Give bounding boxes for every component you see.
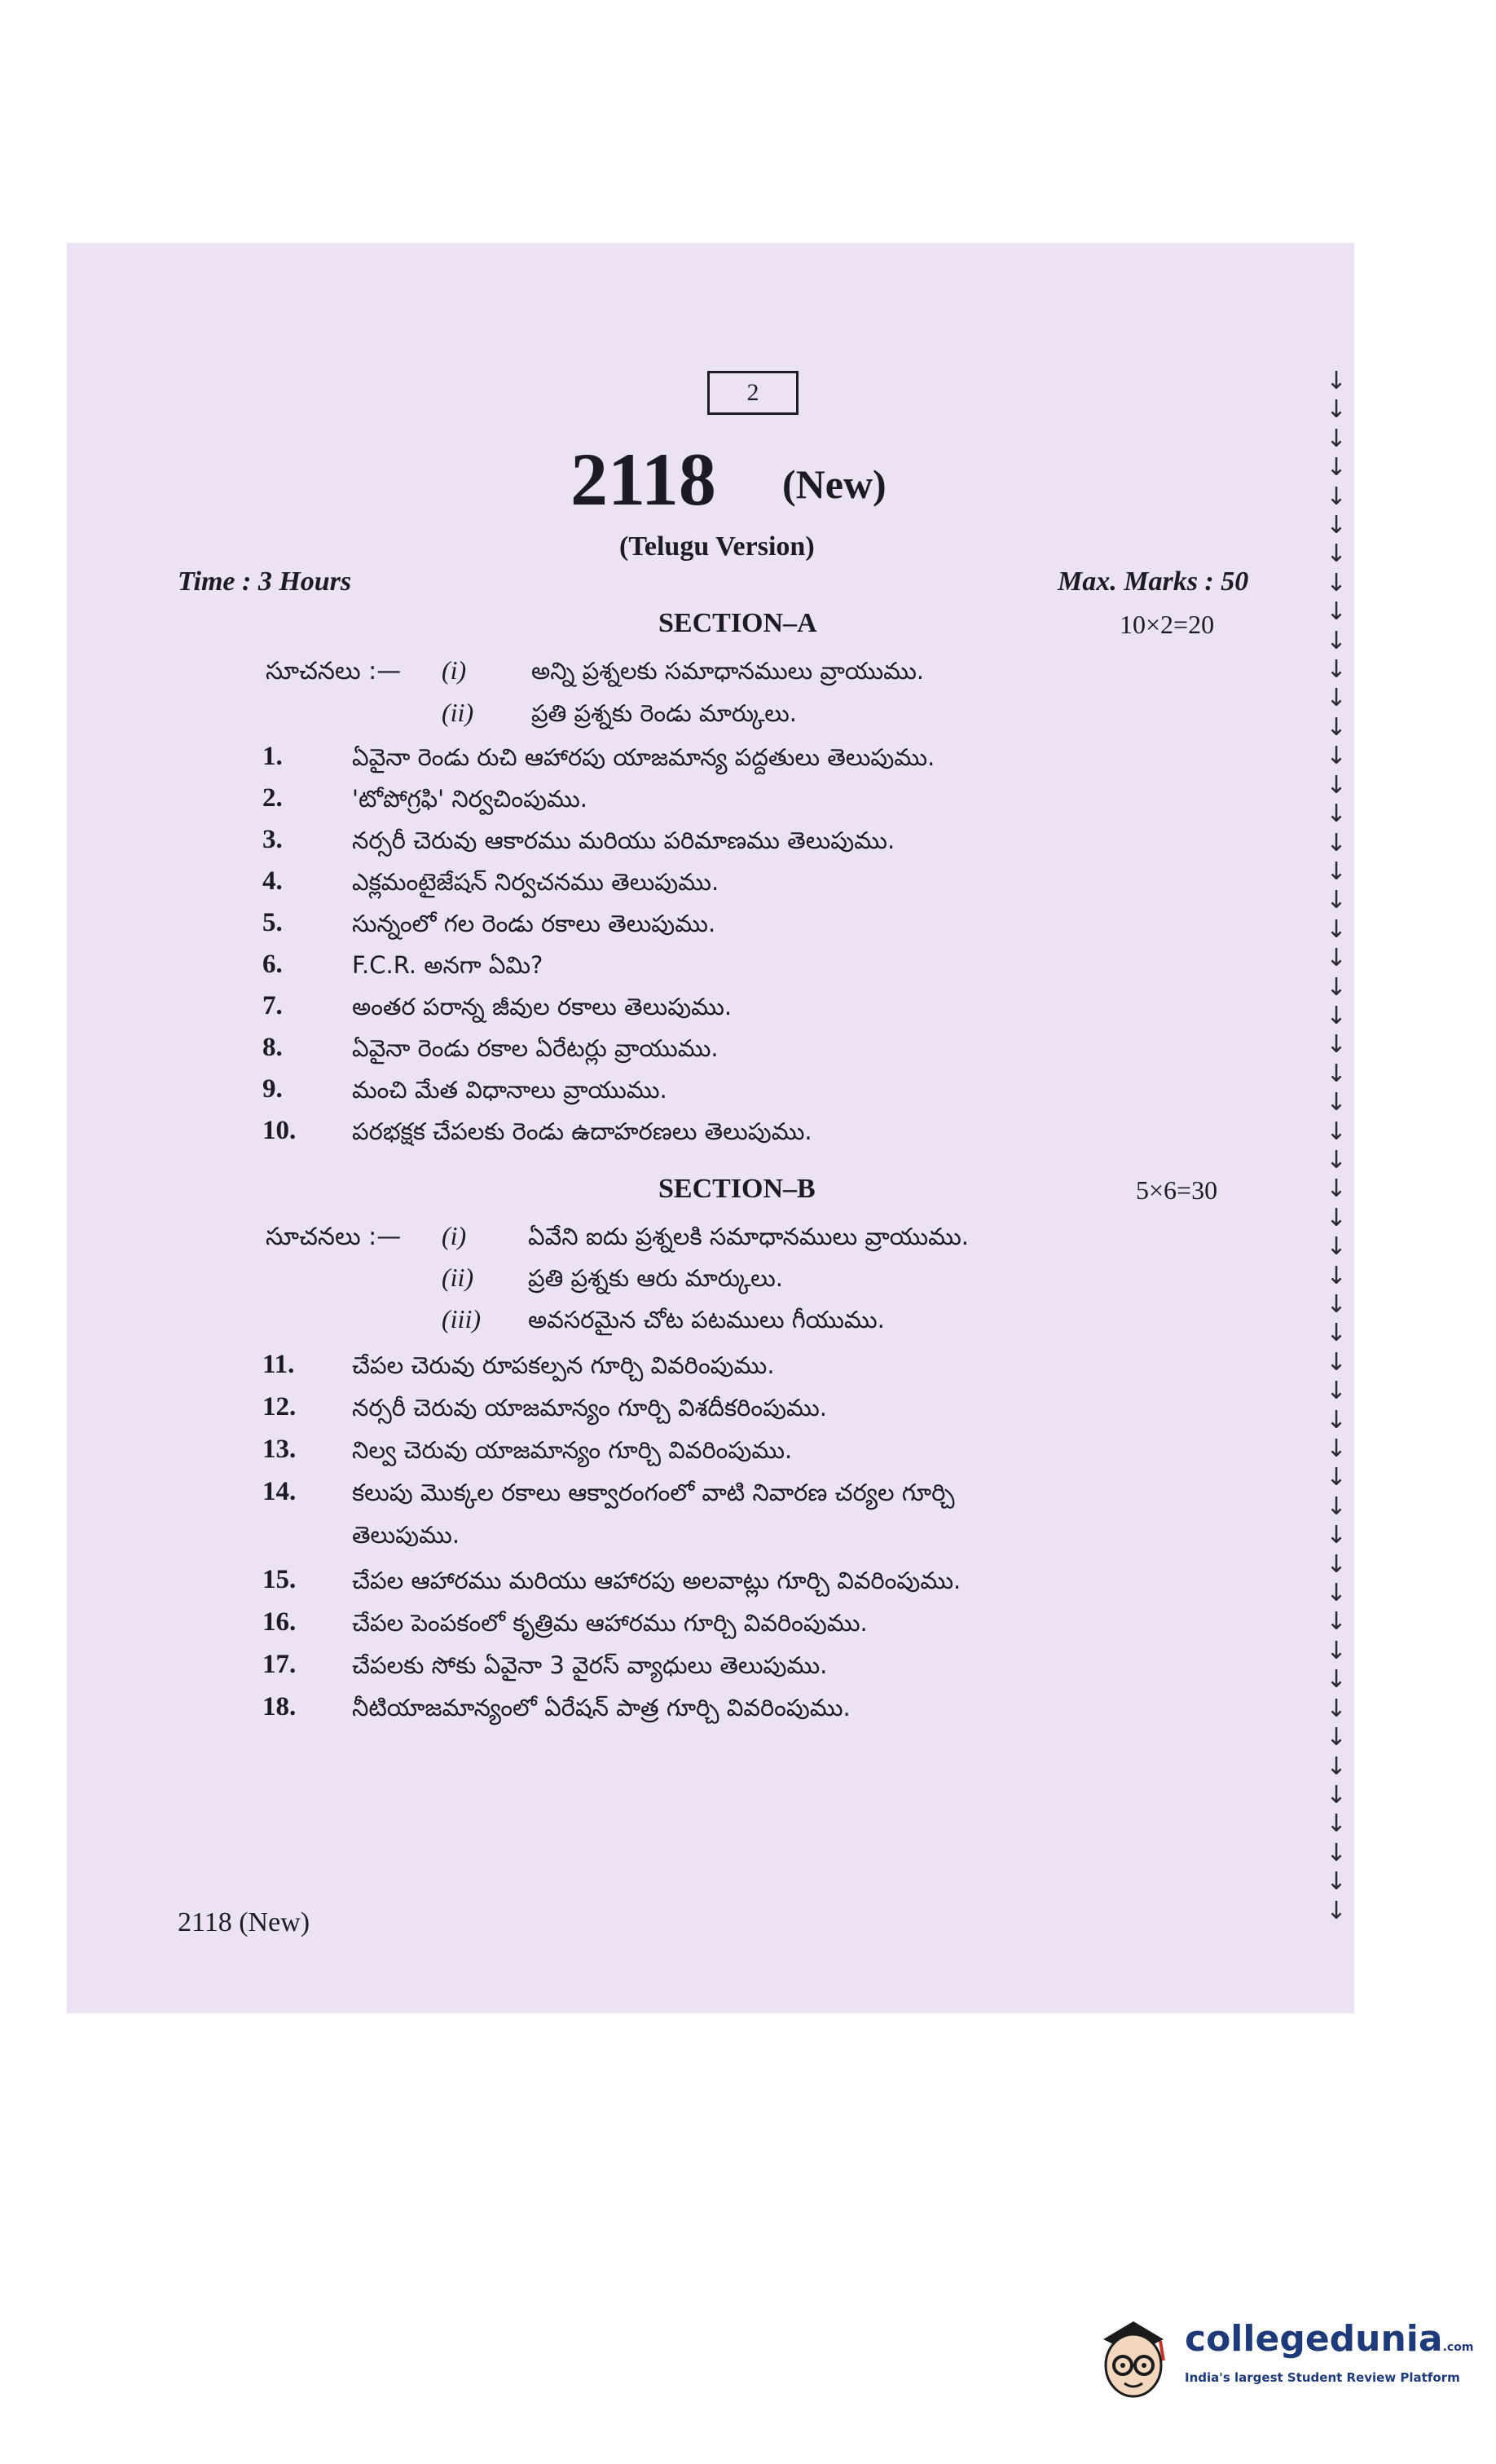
down-arrow-icon: ↓: [1326, 770, 1347, 800]
down-arrow-icon: ↓: [1326, 886, 1347, 915]
down-arrow-icon: ↓: [1326, 1145, 1347, 1175]
down-arrow-icon: ↓: [1326, 1780, 1347, 1809]
down-arrow-icon: ↓: [1326, 1319, 1347, 1348]
question-text: నీటియాజమాన్యంలో ఏరేషన్ పాత్ర గూర్చి వివరింపుము.: [352, 1694, 851, 1721]
question-text: పరభక్షక చేపలకు రెండు ఉదాహరణలు తెలుపుము.: [352, 1117, 812, 1145]
down-arrow-icon: ↓: [1326, 1203, 1347, 1232]
section-a-note-num: (ii): [442, 698, 474, 727]
down-arrow-icon: ↓: [1326, 828, 1347, 857]
down-arrow-icon: ↓: [1326, 1694, 1347, 1723]
down-arrow-icon: ↓: [1326, 972, 1347, 1002]
question-text: నర్సరీ చెరువు ఆకారము మరియు పరిమాణము తెలుపుము.: [352, 826, 895, 854]
question-number: 2.: [262, 783, 283, 813]
section-a-note-text: అన్ని ప్రశ్నలకు సమాధానములు వ్రాయుము.: [531, 657, 925, 685]
down-arrow-icon: ↓: [1326, 712, 1347, 742]
down-arrow-icon: ↓: [1326, 1636, 1347, 1665]
question-number: 12.: [262, 1392, 297, 1422]
question-number: 15.: [262, 1565, 297, 1594]
down-arrow-icon: ↓: [1326, 1347, 1347, 1377]
down-arrow-icon: ↓: [1326, 1001, 1347, 1030]
question-text: నిల్వ చెరువు యాజమాన్యం గూర్చి వివరింపుము.: [352, 1436, 793, 1464]
down-arrow-icon: ↓: [1326, 1607, 1347, 1637]
section-b-note-label: సూచనలు :—: [266, 1223, 402, 1251]
question-text: F.C.R. అనగా ఏమి?: [352, 951, 543, 979]
logo-tagline: India's largest Student Review Platform: [1185, 2370, 1460, 2385]
question-number: 6.: [262, 950, 283, 979]
down-arrow-icon: ↓: [1326, 800, 1347, 829]
question-number: 1.: [262, 742, 283, 771]
down-arrow-icon: ↓: [1326, 1377, 1347, 1406]
down-arrow-icon: ↓: [1326, 1896, 1347, 1925]
question-text: ఎక్లమంటైజేషన్ నిర్వచనము తెలుపుము.: [352, 868, 719, 896]
section-b-marks: 5×6=30: [1136, 1175, 1218, 1205]
question-text-continued: తెలుపుము.: [352, 1521, 460, 1549]
question-text: కలుపు మొక్కల రకాలు ఆక్వారంగంలో వాటి నివారణ చర్యల గూర్చి: [352, 1479, 955, 1506]
down-arrow-icon: ↓: [1326, 655, 1347, 685]
down-arrow-icon: ↓: [1326, 742, 1347, 771]
logo-wordmark: collegedunia.com: [1185, 2318, 1474, 2360]
question-text: ఏవైనా రెండు రకాల ఏరేటర్లు వ్రాయుము.: [352, 1034, 719, 1062]
paper-code-suffix: (New): [782, 461, 887, 507]
section-b-title: SECTION–B: [658, 1174, 816, 1204]
question-text: అంతర పరాన్న జీవుల రకాలు తెలుపుము.: [352, 993, 733, 1020]
down-arrow-icon: ↓: [1326, 1405, 1347, 1435]
question-number: 13.: [262, 1435, 297, 1464]
down-arrow-icon: ↓: [1326, 1290, 1347, 1319]
section-a-title: SECTION–A: [658, 608, 817, 638]
question-number: 4.: [262, 866, 283, 896]
max-marks: Max. Marks : 50: [1058, 566, 1249, 597]
paper-version: (Telugu Version): [619, 531, 815, 562]
down-arrow-icon: ↓: [1326, 540, 1347, 569]
question-number: 10.: [262, 1116, 297, 1145]
down-arrow-icon: ↓: [1326, 1809, 1347, 1839]
down-arrow-icon: ↓: [1326, 1175, 1347, 1204]
down-arrow-icon: ↓: [1326, 1435, 1347, 1464]
question-number: 7.: [262, 991, 283, 1020]
down-arrow-icon: ↓: [1326, 453, 1347, 483]
section-a-marks: 10×2=20: [1120, 610, 1215, 639]
down-arrow-icon: ↓: [1326, 1117, 1347, 1146]
down-arrow-icon: ↓: [1326, 1579, 1347, 1608]
section-b-note-num: (ii): [442, 1263, 474, 1292]
section-b-note-text: ప్రతి ప్రశ్నకు ఆరు మార్కులు.: [528, 1264, 783, 1292]
question-text: చేపల పెంపకంలో కృత్రిమ ఆహారము గూర్చి వివరింపుము.: [352, 1609, 868, 1637]
section-b-note-text: ఏవేని ఐదు ప్రశ్నలకి సమాధానములు వ్రాయుము.: [528, 1223, 970, 1250]
down-arrow-icon: ↓: [1326, 1838, 1347, 1867]
section-b-note-text: అవసరమైన చోట పటములు గీయుము.: [528, 1306, 885, 1333]
question-text: నర్సరీ చెరువు యాజమాన్యం గూర్చి విశదీకరింపుము.: [352, 1394, 827, 1422]
down-arrow-icon: ↓: [1326, 684, 1347, 713]
footer-paper-code: 2118 (New): [178, 1907, 310, 1937]
question-number: 14.: [262, 1477, 297, 1506]
question-number: 5.: [262, 908, 283, 937]
question-number: 9.: [262, 1074, 283, 1104]
down-arrow-icon: ↓: [1326, 915, 1347, 944]
question-text: 'టోపోగ్రఫి' నిర్వచింపుము.: [352, 785, 587, 813]
section-a-note-label: సూచనలు :—: [266, 657, 402, 685]
page-number-box: 2: [707, 371, 799, 415]
question-text: చేపల చెరువు రూపకల్పన గూర్చి వివరింపుము.: [352, 1351, 775, 1379]
down-arrow-icon: ↓: [1326, 511, 1347, 540]
section-b-note-num: (iii): [442, 1304, 481, 1333]
down-arrow-icon: ↓: [1326, 1723, 1347, 1752]
question-text: సున్నంలో గల రెండు రకాలు తెలుపుము.: [352, 910, 716, 937]
down-arrow-icon: ↓: [1326, 424, 1347, 453]
down-arrow-icon: ↓: [1326, 1088, 1347, 1117]
down-arrow-icon: ↓: [1326, 367, 1347, 395]
question-text: మంచి మేత విధానాలు వ్రాయుము.: [352, 1076, 667, 1104]
down-arrow-icon: ↓: [1326, 857, 1347, 886]
down-arrow-icon: ↓: [1326, 1549, 1347, 1579]
down-arrow-icon: ↓: [1326, 626, 1347, 655]
down-arrow-icon: ↓: [1326, 1232, 1347, 1262]
down-arrow-icon: ↓: [1326, 1867, 1347, 1897]
down-arrow-icon: ↓: [1326, 1752, 1347, 1781]
question-number: 16.: [262, 1607, 297, 1637]
down-arrow-icon: ↓: [1326, 1030, 1347, 1060]
question-text: చేపలకు సోకు ఏవైనా 3 వైరస్ వ్యాధులు తెలుపుము.: [352, 1651, 828, 1679]
question-number: 3.: [262, 825, 283, 854]
section-b-note-num: (i): [442, 1221, 467, 1250]
paper-code: 2118: [570, 438, 716, 521]
down-arrow-icon: ↓: [1326, 1665, 1347, 1695]
down-arrow-icon: ↓: [1326, 1463, 1347, 1492]
down-arrow-icon: ↓: [1326, 1521, 1347, 1550]
section-a-note-text: ప్రతి ప్రశ్నకు రెండు మార్కులు.: [531, 699, 798, 727]
down-arrow-icon: ↓: [1326, 1261, 1347, 1290]
down-arrow-icon: ↓: [1326, 1492, 1347, 1521]
question-number: 18.: [262, 1692, 297, 1721]
down-arrow-icon: ↓: [1326, 1059, 1347, 1088]
question-text: చేపల ఆహారము మరియు ఆహారపు అలవాట్లు గూర్చి వివరింపుము.: [352, 1567, 961, 1594]
question-number: 11.: [262, 1350, 295, 1379]
down-arrow-icon: ↓: [1326, 597, 1347, 627]
down-arrow-icon: ↓: [1326, 482, 1347, 511]
down-arrow-icon: ↓: [1326, 944, 1347, 973]
question-text: ఏవైనా రెండు రుచి ఆహారపు యాజమాన్య పద్దతులు తెలుపుము.: [352, 743, 935, 771]
section-a-note-num: (i): [442, 655, 467, 685]
down-arrow-icon: ↓: [1326, 395, 1347, 425]
collegedunia-logo[interactable]: [1089, 2307, 1474, 2404]
student-mascot-icon: [1089, 2307, 1178, 2404]
time-allowed: Time : 3 Hours: [178, 566, 352, 597]
down-arrow-icon: ↓: [1326, 568, 1347, 597]
question-number: 8.: [262, 1033, 283, 1062]
margin-arrows: [1322, 367, 1351, 1925]
question-number: 17.: [262, 1650, 297, 1679]
